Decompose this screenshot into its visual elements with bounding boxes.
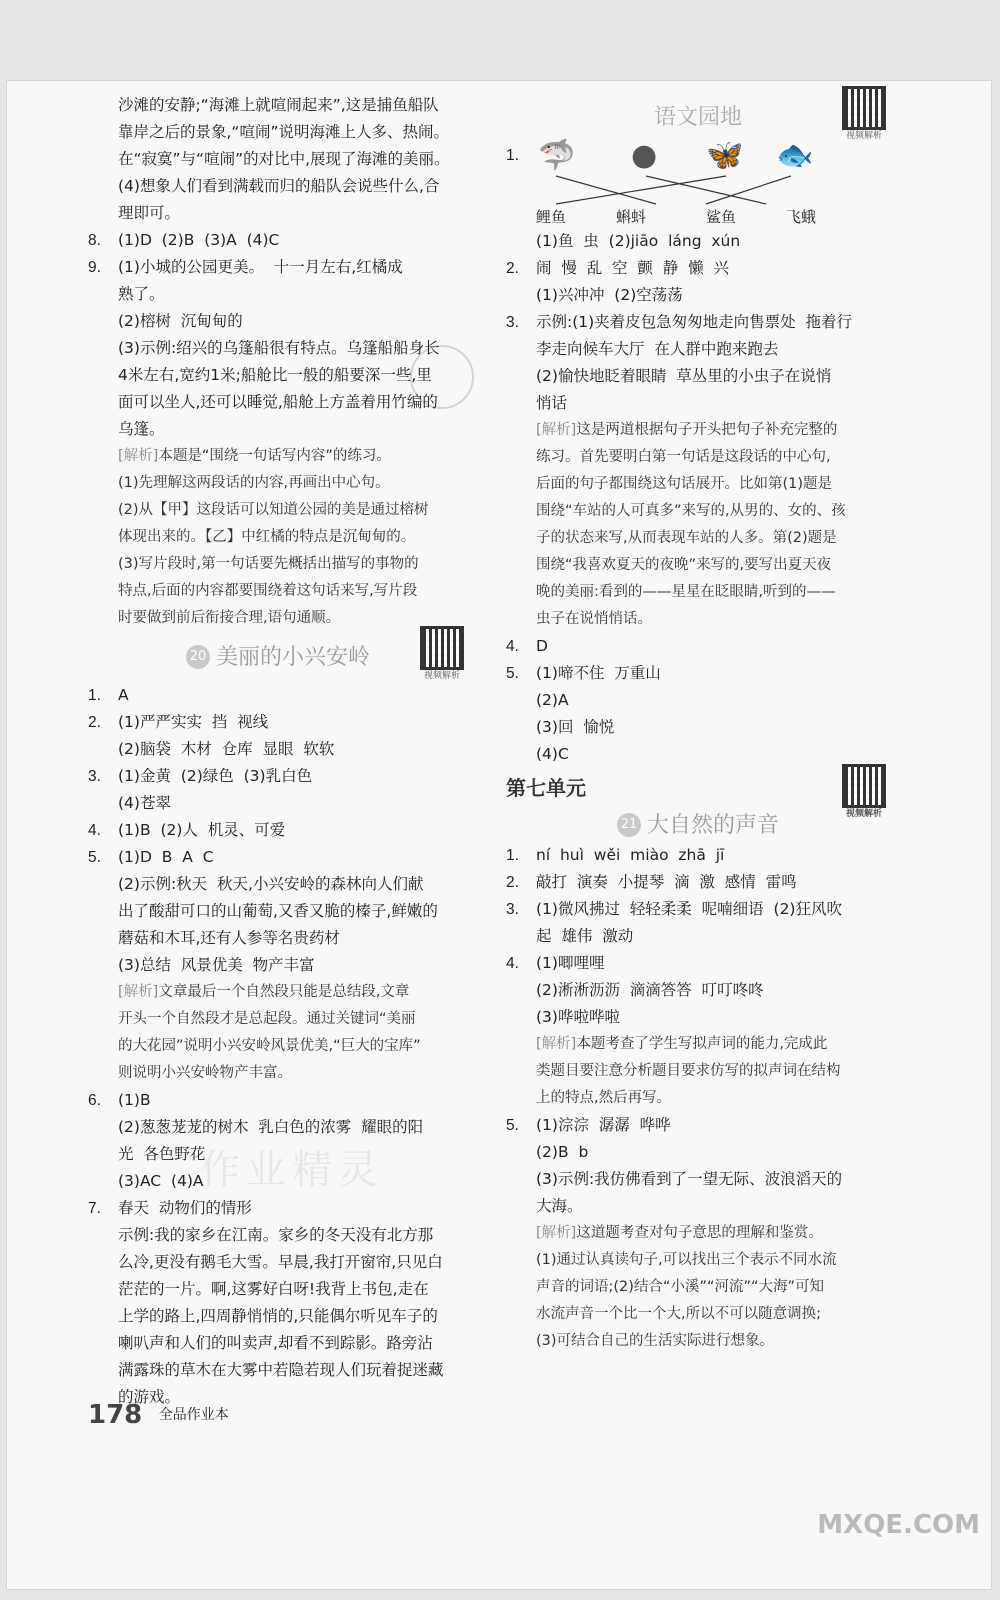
analysis-line bbox=[88, 443, 468, 470]
analysis-line bbox=[88, 497, 468, 524]
answer-line bbox=[88, 682, 468, 709]
line-text: (2)A bbox=[536, 691, 569, 709]
analysis-tag: [解析] bbox=[118, 984, 159, 1000]
analysis-line bbox=[506, 417, 890, 444]
answer-line bbox=[506, 977, 890, 1004]
answer-line bbox=[88, 871, 468, 898]
question-number: 5. bbox=[506, 1117, 519, 1134]
line-text: 出了酸甜可口的山葡萄,又香又脆的榛子,鲜嫩的 bbox=[118, 902, 438, 920]
analysis-line bbox=[88, 1033, 468, 1060]
line-text: D bbox=[536, 637, 548, 655]
section-badge: 20 bbox=[186, 645, 210, 669]
qr-caption: 视频解析 bbox=[845, 131, 882, 141]
line-text: 这道题考查对句子意思的理解和鉴赏。 bbox=[576, 1225, 823, 1241]
line-text: 乌篷。 bbox=[118, 420, 165, 438]
line-text: (1)鱼 虫 (2)jiāo láng xún bbox=[536, 232, 741, 250]
line-text: 悄话 bbox=[536, 394, 568, 412]
line-text: 在“寂寞”与“喧闹”的对比中,展现了海滩的美丽。 bbox=[118, 150, 450, 168]
line-text: 后面的句子都围绕这句话展开。比如第(1)题是 bbox=[536, 476, 833, 492]
analysis-line bbox=[506, 498, 890, 525]
qr-caption: 视频解析 bbox=[845, 809, 882, 819]
answer-line bbox=[88, 709, 468, 736]
question-number: 5. bbox=[506, 665, 519, 682]
stamp-mark bbox=[410, 345, 474, 409]
answer-line bbox=[88, 227, 468, 254]
answer-line bbox=[506, 282, 890, 309]
question-number: 4. bbox=[506, 955, 519, 972]
line-text: (3)回 愉悦 bbox=[536, 718, 615, 736]
question-number: 3. bbox=[506, 314, 519, 331]
question-number: 5. bbox=[88, 849, 101, 866]
analysis-line bbox=[88, 551, 468, 578]
line-text: 晚的美丽:看到的——星星在眨眼睛,听到的—— bbox=[536, 584, 836, 600]
line-text: 上学的路上,四周静悄悄的,只能偶尔听见车子的 bbox=[118, 1307, 438, 1325]
page-footer bbox=[88, 1400, 229, 1430]
section-badge: 21 bbox=[617, 813, 641, 837]
line-text: 上的特点,然后再写。 bbox=[536, 1090, 672, 1106]
analysis-line bbox=[88, 524, 468, 551]
answer-line bbox=[88, 1330, 468, 1357]
analysis-line bbox=[88, 470, 468, 497]
answer-line bbox=[506, 1166, 890, 1193]
qr-icon bbox=[842, 86, 886, 130]
line-text: 本题考查了学生写拟声词的能力,完成此 bbox=[576, 1036, 828, 1052]
answer-line bbox=[88, 173, 468, 200]
tadpole-icon: ● bbox=[631, 138, 658, 173]
line-text: (1)兴冲冲 (2)空荡荡 bbox=[536, 286, 683, 304]
analysis-line bbox=[506, 1247, 890, 1274]
line-text: (2)愉快地眨着眼睛 草丛里的小虫子在说悄 bbox=[536, 367, 832, 385]
line-text: (1)小城的公园更美。 十一月左右,红橘成 bbox=[118, 258, 403, 276]
question-number: 4. bbox=[88, 822, 101, 839]
line-text: 水流声音一个比一个大,所以不可以随意调换; bbox=[536, 1306, 821, 1322]
line-text: (1)B (2)人 机灵、可爱 bbox=[118, 821, 286, 839]
analysis-line bbox=[506, 525, 890, 552]
qr-icon bbox=[420, 626, 464, 670]
answer-line bbox=[88, 92, 468, 119]
line-text: 文章最后一个自然段只能是总结段,文章 bbox=[158, 984, 410, 1000]
question-number: 7. bbox=[88, 1200, 101, 1217]
answer-line bbox=[88, 1195, 468, 1222]
analysis-line bbox=[506, 471, 890, 498]
line-text: (3)AC (4)A bbox=[118, 1172, 204, 1190]
answer-line bbox=[88, 1276, 468, 1303]
qr-code[interactable] bbox=[416, 626, 468, 688]
analysis-tag: [解析] bbox=[536, 1036, 577, 1052]
answer-line bbox=[88, 200, 468, 227]
question-number: 2. bbox=[506, 874, 519, 891]
line-text: 的游戏。 bbox=[118, 1388, 181, 1406]
line-text: 本题是“围绕一句话写内容”的练习。 bbox=[158, 448, 391, 464]
line-text: (2)榕树 沉甸甸的 bbox=[118, 312, 243, 330]
line-text: (3)可结合自己的生活实际进行想象。 bbox=[536, 1333, 775, 1349]
answer-line bbox=[88, 416, 468, 443]
answer-line bbox=[88, 1087, 468, 1114]
question-number: 1. bbox=[506, 847, 519, 864]
label-carp: 鲤鱼 bbox=[536, 208, 567, 226]
question-number: 1. bbox=[506, 147, 519, 164]
line-text: (1)D B A C bbox=[118, 848, 214, 866]
line-text: (3)示例:绍兴的乌篷船很有特点。乌篷船船身长 bbox=[118, 339, 440, 357]
line-text: 满露珠的草木在大雾中若隐若现人们玩着捉迷藏 bbox=[118, 1361, 444, 1379]
answer-line bbox=[506, 741, 890, 768]
analysis-line bbox=[88, 1060, 468, 1087]
line-text: 练习。首先要明白第一句话是这段话的中心句, bbox=[536, 449, 831, 465]
shark-icon: 🦈 bbox=[538, 138, 576, 173]
corner-logo: MXQE.COM bbox=[817, 1510, 980, 1540]
answer-line bbox=[88, 736, 468, 763]
question-number: 3. bbox=[88, 768, 101, 785]
question-number: 2. bbox=[88, 714, 101, 731]
line-text: 类题目要注意分析题目要求仿写的拟声词在结构 bbox=[536, 1063, 841, 1079]
qr-caption: 视频解析 bbox=[423, 671, 460, 681]
question-number: 3. bbox=[506, 901, 519, 918]
answer-line bbox=[506, 687, 890, 714]
question-number: 9. bbox=[88, 259, 101, 276]
answer-line bbox=[88, 1114, 468, 1141]
line-text: (4)C bbox=[536, 745, 569, 763]
line-text: (3)写片段时,第一句话要先概括出描写的事物的 bbox=[118, 556, 419, 572]
line-text: 起 雄伟 激动 bbox=[536, 927, 634, 945]
section-header-21 bbox=[506, 808, 890, 842]
line-text: (1)通过认真读句子,可以找出三个表示不同水流 bbox=[536, 1252, 837, 1268]
answer-line bbox=[88, 119, 468, 146]
line-text: (1)D (2)B (3)A (4)C bbox=[118, 231, 280, 249]
line-text: 春天 动物们的情形 bbox=[118, 1199, 252, 1217]
answer-line bbox=[506, 228, 890, 255]
answer-line bbox=[506, 950, 890, 977]
question-number: 4. bbox=[506, 638, 519, 655]
answer-line bbox=[88, 817, 468, 844]
analysis-line bbox=[506, 579, 890, 606]
analysis-line bbox=[88, 578, 468, 605]
left-block-2 bbox=[88, 682, 468, 1411]
answer-line bbox=[88, 925, 468, 952]
line-text: 的大花园”说明小兴安岭风景优美,“巨大的宝库” bbox=[118, 1038, 421, 1054]
analysis-line bbox=[506, 1220, 890, 1247]
answer-line bbox=[506, 714, 890, 741]
line-text: (1)微风拂过 轻轻柔柔 呢喃细语 (2)狂风吹 bbox=[536, 900, 842, 918]
analysis-tag: [解析] bbox=[118, 448, 159, 464]
watermark: 作业精灵 bbox=[200, 1147, 384, 1193]
answer-line bbox=[506, 896, 890, 923]
line-text: 时要做到前后衔接合理,语句通顺。 bbox=[118, 610, 341, 626]
answer-line bbox=[506, 1139, 890, 1166]
unit-title bbox=[506, 768, 890, 819]
answer-line bbox=[88, 1303, 468, 1330]
analysis-tag: [解析] bbox=[536, 1225, 577, 1241]
line-text: (2)淅淅沥沥 滴滴答答 叮叮咚咚 bbox=[536, 981, 764, 999]
animal-matching bbox=[506, 138, 890, 228]
answer-line bbox=[506, 1112, 890, 1139]
line-text: (2)葱葱茏茏的树木 乳白色的浓雾 耀眼的阳 bbox=[118, 1118, 424, 1136]
analysis-line bbox=[88, 1006, 468, 1033]
line-text: 围绕“我喜欢夏天的夜晚”来写的,要写出夏天夜 bbox=[536, 557, 832, 573]
analysis-line bbox=[506, 1085, 890, 1112]
matching-lines bbox=[536, 172, 836, 206]
analysis-line bbox=[506, 1058, 890, 1085]
section-title: 大自然的声音 bbox=[646, 812, 779, 838]
answer-line bbox=[506, 660, 890, 687]
line-text: (1)啼不住 万重山 bbox=[536, 664, 661, 682]
line-text: (1)B bbox=[118, 1091, 151, 1109]
answer-line bbox=[88, 1249, 468, 1276]
line-text: (1)淙淙 潺潺 哗哗 bbox=[536, 1116, 671, 1134]
right-block-1 bbox=[506, 228, 890, 768]
answer-line bbox=[506, 869, 890, 896]
answer-line bbox=[506, 633, 890, 660]
line-text: 沙滩的安静;“海滩上就喧闹起来”,这是捕鱼船队 bbox=[118, 96, 439, 114]
line-text: (3)哗啦哗啦 bbox=[536, 1008, 620, 1026]
answer-line bbox=[506, 363, 890, 390]
line-text: 则说明小兴安岭物产丰富。 bbox=[118, 1065, 292, 1081]
question-number: 8. bbox=[88, 232, 101, 249]
answer-line bbox=[88, 146, 468, 173]
label-tadpole: 蝌蚪 bbox=[616, 208, 647, 226]
line-text: 敲打 演奏 小提琴 滴 激 感情 雷鸣 bbox=[536, 873, 797, 891]
line-text: (1)金黄 (2)绿色 (3)乳白色 bbox=[118, 767, 313, 785]
line-text: (1)先理解这两段话的内容,再画出中心句。 bbox=[118, 475, 390, 491]
label-shark: 鲨鱼 bbox=[706, 208, 737, 226]
line-text: 示例:(1)夹着皮包急匆匆地走向售票处 拖着行 bbox=[536, 313, 853, 331]
analysis-tag: [解析] bbox=[536, 422, 577, 438]
line-text: 理即可。 bbox=[118, 204, 181, 222]
answer-line bbox=[506, 390, 890, 417]
answer-line bbox=[88, 952, 468, 979]
line-text: (2)B b bbox=[536, 1143, 589, 1161]
answer-line bbox=[88, 1357, 468, 1384]
page-number: 178 bbox=[88, 1400, 143, 1430]
line-text: ní huì wěi miào zhā jī bbox=[536, 846, 725, 864]
answer-line bbox=[506, 1004, 890, 1031]
line-text: 4米左右,宽约1米;船舱比一般的船要深一些,里 bbox=[118, 366, 432, 384]
line-text: 虫子在说悄悄话。 bbox=[536, 611, 652, 627]
line-text: 体现出来的。【乙】中红橘的特点是沉甸甸的。 bbox=[118, 529, 416, 545]
line-text: 喇叭声和人们的叫卖声,却看不到踪影。路旁沾 bbox=[118, 1334, 433, 1352]
line-text: 光 各色野花 bbox=[118, 1145, 206, 1163]
line-text: 熟了。 bbox=[118, 285, 165, 303]
answer-line bbox=[506, 842, 890, 869]
answer-line bbox=[88, 281, 468, 308]
section-title: 语文园地 bbox=[653, 104, 742, 130]
answer-line bbox=[506, 309, 890, 336]
answer-line bbox=[88, 308, 468, 335]
analysis-line bbox=[506, 552, 890, 579]
answer-line bbox=[506, 1193, 890, 1220]
line-text: 面可以坐人,还可以睡觉,船舱上方盖着用竹编的 bbox=[118, 393, 438, 411]
line-text: 么冷,更没有鹅毛大雪。早晨,我打开窗帘,只见白 bbox=[118, 1253, 443, 1271]
answer-line bbox=[88, 254, 468, 281]
right-block-2 bbox=[506, 842, 890, 1355]
line-text: 靠岸之后的景象,“喧闹”说明海滩上人多、热闹。 bbox=[118, 123, 449, 141]
line-text: (1)唧哩哩 bbox=[536, 954, 605, 972]
line-text: (4)想象人们看到满载而归的船队会说些什么,合 bbox=[118, 177, 440, 195]
line-text: (2)示例:秋天 秋天,小兴安岭的森林向人们献 bbox=[118, 875, 424, 893]
answer-line bbox=[88, 335, 468, 362]
answer-line bbox=[506, 923, 890, 950]
line-text: (2)从【甲】这段话可以知道公园的美是通过榕树 bbox=[118, 502, 429, 518]
left-column bbox=[88, 92, 468, 1411]
answer-line bbox=[88, 1222, 468, 1249]
line-text: 开头一个自然段才是总起段。通过关键词“美丽 bbox=[118, 1011, 416, 1027]
line-text: 特点,后面的内容都要围绕着这句话来写,写片段 bbox=[118, 583, 418, 599]
analysis-line bbox=[88, 605, 468, 632]
qr-icon bbox=[842, 764, 886, 808]
section-header-20 bbox=[88, 632, 468, 682]
analysis-line bbox=[506, 1274, 890, 1301]
line-text: 闹 慢 乱 空 颤 静 懒 兴 bbox=[536, 259, 729, 277]
line-text: 大海。 bbox=[536, 1197, 583, 1215]
analysis-line bbox=[506, 606, 890, 633]
answer-line bbox=[88, 898, 468, 925]
analysis-line bbox=[506, 1031, 890, 1058]
line-text: (3)总结 风景优美 物产丰富 bbox=[118, 956, 315, 974]
line-text: 这是两道根据句子开头把句子补充完整的 bbox=[576, 422, 838, 438]
answer-line bbox=[506, 336, 890, 363]
analysis-line bbox=[506, 1328, 890, 1355]
line-text: 子的状态来写,从而表现车站的人多。第(2)题是 bbox=[536, 530, 837, 546]
line-text: (1)严严实实 挡 视线 bbox=[118, 713, 269, 731]
carp-icon: 🐟 bbox=[776, 138, 814, 173]
answer-line bbox=[88, 790, 468, 817]
line-text: 声音的词语;(2)结合“小溪”“河流”“大海”可知 bbox=[536, 1279, 824, 1295]
line-text: 李走向候车大厅 在人群中跑来跑去 bbox=[536, 340, 779, 358]
line-text: (3)示例:我仿佛看到了一望无际、波浪滔天的 bbox=[536, 1170, 843, 1188]
answer-line bbox=[88, 844, 468, 871]
qr-code[interactable] bbox=[838, 86, 890, 148]
book-title: 全品作业本 bbox=[158, 1407, 229, 1423]
line-text: (2)脑袋 木材 仓库 显眼 软软 bbox=[118, 740, 335, 758]
right-column bbox=[506, 92, 890, 1355]
analysis-line bbox=[88, 979, 468, 1006]
question-number: 2. bbox=[506, 260, 519, 277]
line-text: 蘑菇和木耳,还有人参等名贵药材 bbox=[118, 929, 340, 947]
section-header-yuwen bbox=[506, 92, 890, 142]
answer-line bbox=[88, 389, 468, 416]
line-text: 茫茫的一片。啊,这雾好白呀!我背上书包,走在 bbox=[118, 1280, 429, 1298]
answer-line bbox=[506, 255, 890, 282]
label-moth: 飞蛾 bbox=[786, 208, 817, 226]
answer-line bbox=[88, 763, 468, 790]
analysis-line bbox=[506, 444, 890, 471]
line-text: 示例:我的家乡在江南。家乡的冬天没有北方那 bbox=[118, 1226, 434, 1244]
line-text: A bbox=[118, 686, 129, 704]
line-text: (4)苍翠 bbox=[118, 794, 171, 812]
moth-icon: 🦋 bbox=[706, 138, 744, 173]
unit-title-text: 第七单元 bbox=[506, 776, 586, 800]
left-block-1 bbox=[88, 92, 468, 632]
section-title: 美丽的小兴安岭 bbox=[215, 644, 370, 670]
analysis-line bbox=[506, 1301, 890, 1328]
question-number: 6. bbox=[88, 1092, 101, 1109]
question-number: 1. bbox=[88, 687, 101, 704]
line-text: 围绕“车站的人可真多”来写的,从男的、女的、孩 bbox=[536, 503, 846, 519]
